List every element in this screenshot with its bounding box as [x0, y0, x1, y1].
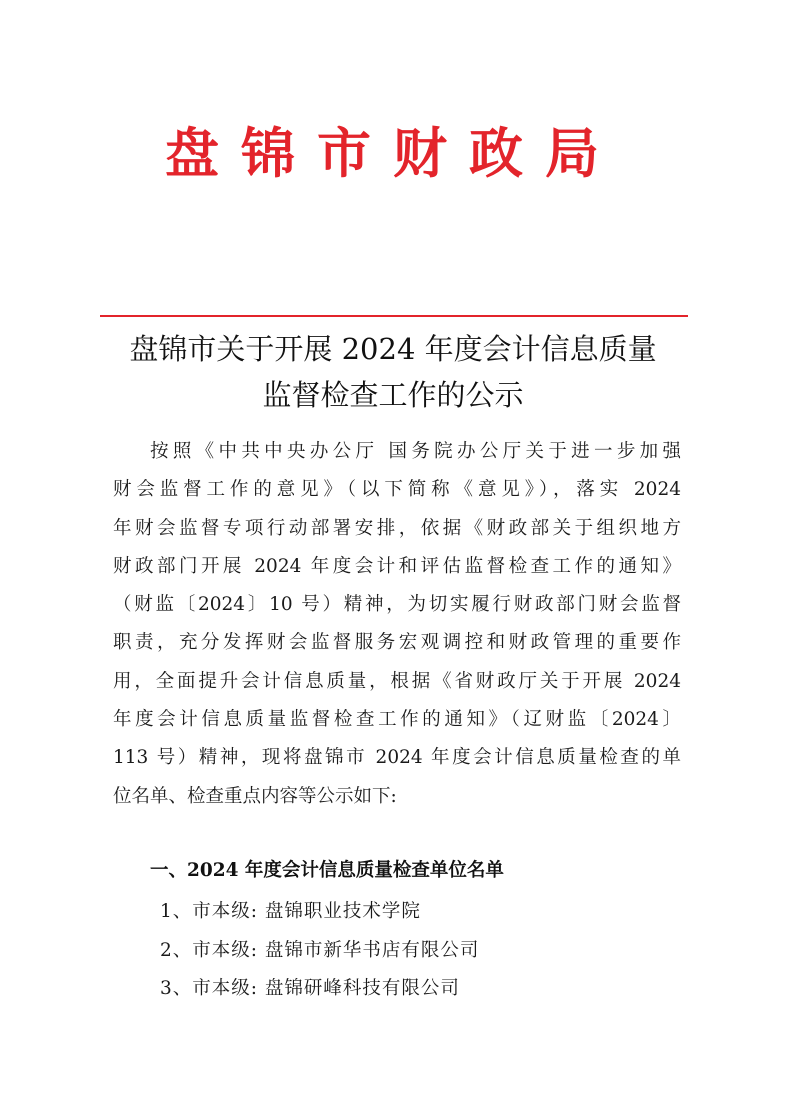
body-paragraph: [113, 433, 681, 816]
body-line: 113 号）精神，现将盘锦市 2024 年度会计信息质量检查的单: [113, 747, 681, 769]
body-line: 财会监督工作的意见》（以下简称《意见》），落实 2024: [113, 479, 681, 501]
body-line: 用，全面提升会计信息质量，根据《省财政厅关于开展 2024: [113, 670, 681, 692]
body-line: （财监〔2024〕10 号）精神，为切实履行财政部门财会监督: [113, 594, 681, 616]
body-line: 财政部门开展 2024 年度会计和评估监督检查工作的通知》: [113, 555, 681, 577]
body-line: 职责，充分发挥财会监督服务宏观调控和财政管理的重要作: [113, 632, 681, 654]
body-line: 位名单、检查重点内容等公示如下:: [113, 785, 397, 807]
document-title: [80, 326, 706, 418]
body-line: 年财会监督专项行动部署安排，依据《财政部关于组织地方: [113, 517, 681, 539]
body-line: 按照《中共中央办公厅 国务院办公厅关于进一步加强: [150, 441, 681, 462]
list-item: 3、市本级: 盘锦研峰科技有限公司: [160, 978, 460, 999]
list-item: 2、市本级: 盘锦市新华书店有限公司: [160, 939, 480, 961]
list-item: 1、市本级: 盘锦职业技术学院: [160, 901, 421, 922]
body-line: 年度会计信息质量监督检查工作的通知》（辽财监〔2024〕: [113, 709, 681, 731]
section-heading-unit-list: 一、2024 年度会计信息质量检查单位名单: [150, 860, 504, 881]
document-title-line-2: 监督检查工作的公示: [262, 378, 524, 412]
issuer-masthead: 盘锦市财政局: [165, 121, 621, 185]
document-title-line-1: 盘锦市关于开展 2024 年度会计信息质量: [129, 332, 657, 366]
inspected-unit-list: [160, 893, 479, 1009]
red-separator-line: [100, 315, 688, 317]
